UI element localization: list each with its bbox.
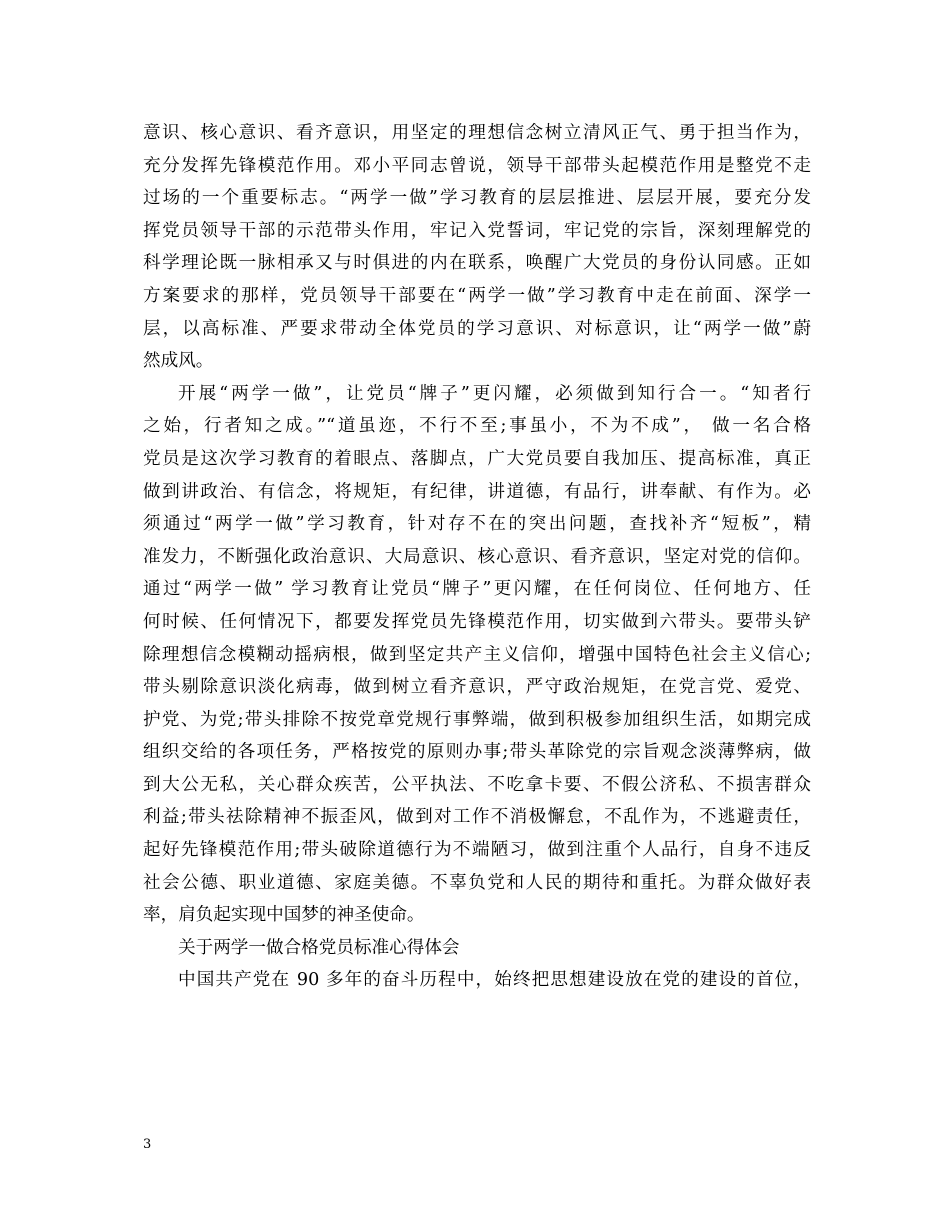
text-line: 何时候、任何情况下，都要发挥党员先锋模范作用，切实做到六带头。要带头铲 bbox=[143, 611, 811, 632]
text-line: 党员是这次学习教育的着眼点、落脚点，广大党员要自我加压、提高标准，真正 bbox=[143, 448, 811, 469]
text-line: 充分发挥先锋模范作用。邓小平同志曾说，领导干部带头起模范作用是整党不走 bbox=[143, 155, 811, 176]
text-line: 率，肩负起实现中国梦的神圣使命。 bbox=[143, 905, 425, 926]
text-line: 社会公德、职业道德、家庭美德。不辜负党和人民的期待和重托。为群众做好表 bbox=[143, 872, 811, 893]
document-body bbox=[143, 117, 811, 997]
paragraph-first-line: 中国共产党在 90 多年的奋斗历程中，始终把思想建设放在党的建设的首位， bbox=[178, 970, 811, 991]
text-line: 护党、为党;带头排除不按党章党规行事弊端，做到积极参加组织生活，如期完成 bbox=[143, 709, 811, 730]
text-line: 过场的一个重要标志。“两学一做”学习教育的层层推进、层层开展，要充分发 bbox=[143, 188, 811, 209]
text-line: 做到讲政治、有信念，将规矩，有纪律，讲道德，有品行，讲奉献、有作为。必 bbox=[143, 481, 811, 502]
text-line: 起好先锋模范作用;带头破除道德行为不端陋习，做到注重个人品行，自身不违反 bbox=[143, 840, 811, 861]
text-line: 之始，行者知之成。”“道虽迩，不行不至;事虽小，不为不成”， 做一名合格 bbox=[143, 416, 811, 437]
text-line: 挥党员领导干部的示范带头作用，牢记入党誓词，牢记党的宗旨，深刻理解党的 bbox=[143, 220, 811, 241]
text-line: 层，以高标准、严要求带动全体党员的学习意识、对标意识，让“两学一做”蔚 bbox=[143, 318, 811, 339]
text-line: 方案要求的那样，党员领导干部要在“两学一做”学习教育中走在前面、深学一 bbox=[143, 285, 811, 306]
text-line: 科学理论既一脉相承又与时俱进的内在联系，唤醒广大党员的身份认同感。正如 bbox=[143, 253, 811, 274]
text-line: 组织交给的各项任务，严格按党的原则办事;带头革除党的宗旨观念淡薄弊病，做 bbox=[143, 742, 811, 763]
text-line: 到大公无私，关心群众疾苦，公平执法、不吃拿卡要、不假公济私、不损害群众 bbox=[143, 774, 811, 795]
text-line: 除理想信念模糊动摇病根，做到坚定共产主义信仰，增强中国特色社会主义信心; bbox=[143, 644, 811, 665]
text-line: 通过“两学一做” 学习教育让党员“牌子”更闪耀，在任何岗位、任何地方、任 bbox=[143, 579, 811, 600]
text-line: 须通过“两学一做”学习教育，针对存不在的突出问题，查找补齐“短板”，精 bbox=[143, 514, 811, 535]
section-title: 关于两学一做合格党员标准心得体会 bbox=[178, 937, 460, 958]
text-line: 准发力，不断强化政治意识、大局意识、核心意识、看齐意识，坚定对党的信仰。 bbox=[143, 546, 811, 567]
paragraph-first-line: 开展“两学一做”，让党员“牌子”更闪耀，必须做到知行合一。“知者行 bbox=[178, 383, 811, 404]
text-line: 利益;带头祛除精神不振歪风，做到对工作不消极懈怠，不乱作为，不逃避责任， bbox=[143, 807, 811, 828]
text-line: 意识、核心意识、看齐意识，用坚定的理想信念树立清风正气、勇于担当作为， bbox=[143, 123, 811, 143]
text-line: 带头剔除意识淡化病毒，做到树立看齐意识，严守政治规矩，在党言党、爱党、 bbox=[143, 677, 811, 698]
text-line: 然成风。 bbox=[143, 351, 214, 372]
page-number: 3 bbox=[143, 1137, 152, 1152]
